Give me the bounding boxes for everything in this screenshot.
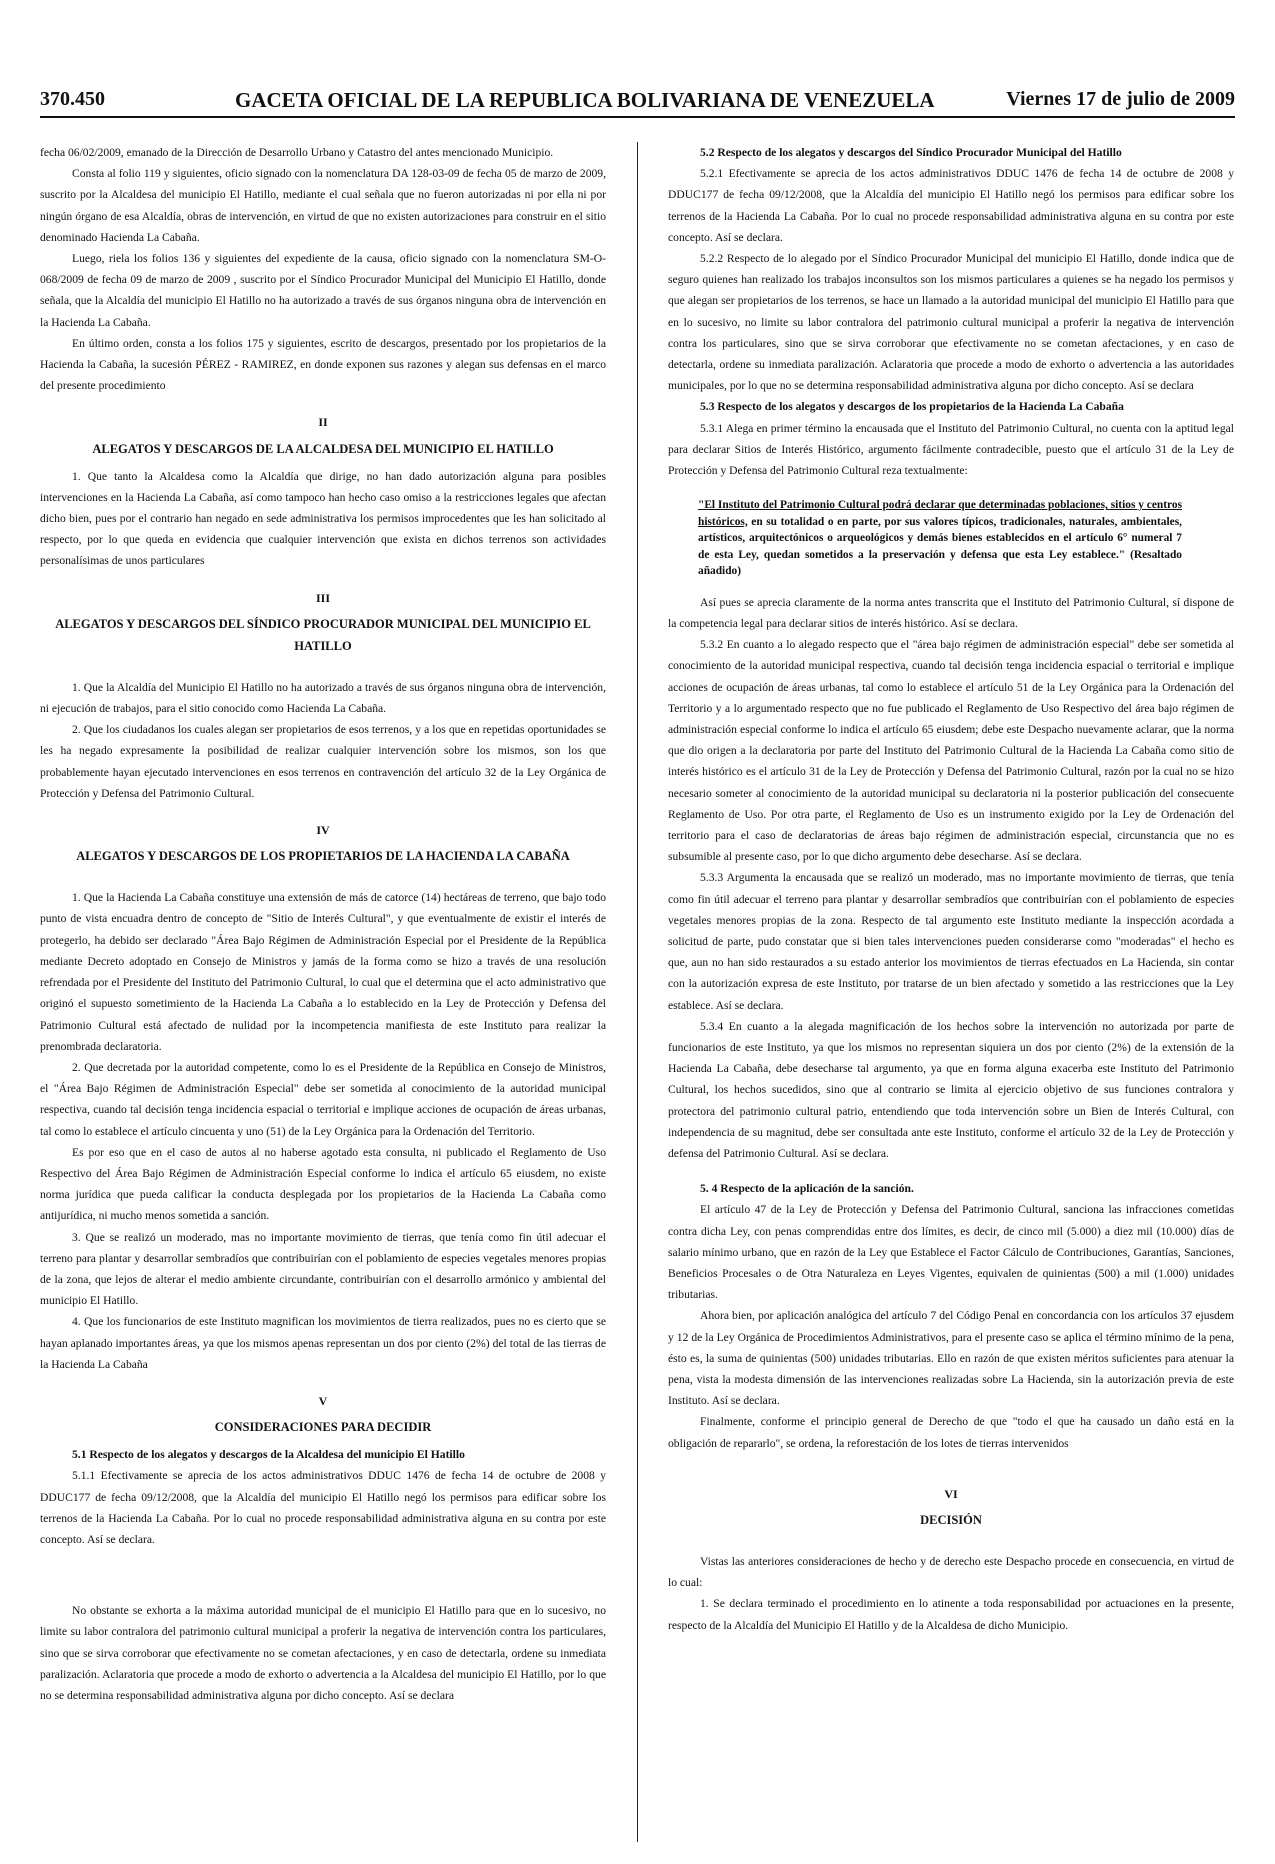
paragraph: Ahora bien, por aplicación analógica del artículo 7 del Código Penal en concordancia con los artículos 37 ejusdem y 12 de la Ley Orgánica de Procedimientos Administrativos, para el presente caso se aplica el término mínimo de la pena, ésto es, la suma de quinientas (500) unidades tributarias. Ello en razón de que existen méritos suficientes para atenuar la pena, vista la modesta dimensión de las intervenciones realizadas sobre La Hacienda, sin la autorización previa de este Instituto. Así se declara. xyxy=(668,1309,1234,1408)
paragraph: 5.2.1 Efectivamente se aprecia de los actos administrativos DDUC 1476 de fecha 14 de octubre de 2008 y DDUC177 de fecha 09/12/2008, que la Alcaldía del municipio El Hatillo negó los permisos para edificar sobre los terrenos de la Hacienda La Cabaña. Por lo cual no procede responsabilidad administrativa alguna en su contra por este concepto. Así se declara. xyxy=(668,167,1234,244)
legal-quote xyxy=(698,497,1182,580)
paragraph: 3. Que se realizó un moderado, mas no importante movimiento de tierras, que tenía como fin útil adecuar el terreno para plantar y desarrollar sembradíos que contribuirían con el poblamiento de especies vegetales menores propias de la zona, que lejos de alterar el medio ambiente circundante, contribuirían con el desarrollo armónico y ambiental del municipio El Hatillo. xyxy=(40,1230,606,1308)
paragraph: 2. Que decretada por la autoridad competente, como lo es el Presidente de la República en Consejo de Ministros, el "Área Bajo Régimen de Administración Especial" debe ser sometida al conocimiento de la autoridad municipal respectiva, cuando tal decisión tenga incidencia espacial o territorial e implique acciones de ocupación de áreas urbanas, tal como lo establece el artículo cincuenta y uno (51) de la Ley Orgánica para la Ordenación del Territorio. xyxy=(40,1060,606,1138)
page-number: 370.450 xyxy=(40,88,105,110)
paragraph: Luego, riela los folios 136 y siguientes del expediente de la causa, oficio signado con la nomenclatura SM-O-068/2009 de fecha 09 de marzo de 2009 , suscrito por el Síndico Procurador Municipal del Municipio El Hatillo, donde señala, que la Alcaldía del municipio El Hatillo no ha autorizado a través de sus órganos ninguna obra de intervención en la Hacienda La Cabaña. xyxy=(40,252,606,329)
gazette-title: GACETA OFICIAL DE LA REPUBLICA BOLIVARIANA DE VENEZUELA xyxy=(235,88,935,112)
left-column xyxy=(40,142,606,1706)
header-rule xyxy=(40,116,1235,118)
section-title: DECISIÓN xyxy=(920,1513,982,1528)
paragraph: No obstante se exhorta a la máxima autoridad municipal de el municipio El Hatillo para que en lo sucesivo, no limite su labor contralora del patrimonio cultural municipal a proferir la negativa de intervención contra los particulares, sino que se sirva corroborar que efectivamente no se cometan afectaciones, y en caso de detectarla, ordene su inmediata paralización. Aclaratoria que procede a modo de exhorto o advertencia a la Alcaldesa del municipio El Hatillo, por lo que no se determina responsabilidad administrativa alguna por dicho concepto. Así se declara xyxy=(40,1604,606,1702)
paragraph: 4. Que los funcionarios de este Instituto magnifican los movimientos de tierra realizados, pues no es cierto que se hayan aplanado importantes áreas, ya que los mismos apenas representan un dos por ciento (2%) del total de las tierras de la Hacienda La Cabaña xyxy=(40,1315,606,1371)
paragraph: En último orden, consta a los folios 175 y siguientes, escrito de descargos, presentado por los propietarios de la Hacienda la Cabaña, la sucesión PÉREZ - RAMIREZ, en donde exponen sus razones y alegan sus defensas en el marco del presente procedimiento xyxy=(40,336,606,393)
paragraph: Finalmente, conforme el principio general de Derecho de que "todo el que ha causado un daño está en la obligación de repararlo", se ordena, la reforestación de los lotes de tierras intervenidos xyxy=(668,1415,1234,1450)
paragraph: 1. Se declara terminado el procedimiento en lo atinente a toda responsabilidad por actuaciones en la presente, respecto de la Alcaldía del Municipio El Hatillo y de la Alcaldesa de dicho Municipio. xyxy=(668,1597,1234,1632)
column-divider xyxy=(637,142,638,1842)
subsection-heading: 5.3 Respecto de los alegatos y descargos de los propietarios de la Hacienda La Cabaña xyxy=(700,400,1124,414)
page-header xyxy=(40,88,1235,118)
paragraph: Es por eso que en el caso de autos al no haberse agotado esta consulta, ni publicado el Reglamento de Uso Respectivo del Área Bajo Régimen de Administración Especial conforme lo indica el artículo 65 eiusdem, no existe norma jurídica que pueda calificar la conducta desplegada por los propietarios de la Hacienda La Cabaña como antijurídica, ni mucho menos sometida a sanción. xyxy=(40,1145,606,1223)
paragraph: Así pues se aprecia claramente de la norma antes transcrita que el Instituto del Patrimonio Cultural, sí dispone de la competencia legal para declarar sitios de interés histórico. Así se declara. xyxy=(668,595,1234,630)
publication-date: Viernes 17 de julio de 2009 xyxy=(1006,88,1235,110)
paragraph: 5.3.1 Alega en primer término la encausada que el Instituto del Patrimonio Cultural, no cuenta con la aptitud legal para declarar Sitios de Interés Histórico, argumento fácilmente contradecible, puesto que el artículo 31 de la Ley de Protección y Defensa del Patrimonio Cultural reza textualmente: xyxy=(668,421,1234,478)
paragraph: fecha 06/02/2009, emanado de la Dirección de Desarrollo Urbano y Catastro del antes mencionado Municipio. xyxy=(40,146,554,159)
right-column xyxy=(668,142,1234,1636)
section-title: ALEGATOS Y DESCARGOS DEL SÍNDICO PROCURADOR MUNICIPAL DEL MUNICIPIO EL HATILLO xyxy=(55,616,591,653)
paragraph: 5.1.1 Efectivamente se aprecia de los actos administrativos DDUC 1476 de fecha 14 de octubre de 2008 y DDUC177 de fecha 09/12/2008, que la Alcaldía del municipio El Hatillo negó los permisos para edificar sobre los terrenos de la Hacienda La Cabaña. Por lo cual no procede responsabilidad administrativa alguna en su contra por este concepto. Así se declara. xyxy=(40,1469,606,1546)
section-title: ALEGATOS Y DESCARGOS DE LA ALCALDESA DEL MUNICIPIO EL HATILLO xyxy=(92,441,554,456)
section-number: VI xyxy=(944,1486,958,1501)
section-title: CONSIDERACIONES PARA DECIDIR xyxy=(214,1420,432,1435)
section-title: ALEGATOS Y DESCARGOS DE LOS PROPIETARIOS DE LA HACIENDA LA CABAÑA xyxy=(76,849,570,864)
paragraph: 2. Que los ciudadanos los cuales alegan ser propietarios de esos terrenos, y a los que en repetidas oportunidades se les ha negado expresamente la posibilidad de realizar cualquier intervención sobre los mismos, son los que probablemente hayan ejecutado intervenciones en esos terrenos en contravención del artículo 32 de la Ley Orgánica de Protección y Defensa del Patrimonio Cultural. xyxy=(40,723,606,800)
paragraph: 5.3.4 En cuanto a la alegada magnificación de los hechos sobre la intervención no autorizada por parte de funcionarios de este Instituto, ya que los mismos no representan siquiera un dos por ciento (2%) de la extensión de la Hacienda La Cabaña, debe desecharse tal argumento, ya que en forma alguna exacerba este Instituto del Patrimonio Cultural, los hechos sucedidos, sino que al contrario se limita al ejercicio objetivo de sus funciones contralora y protectora del patrimonio cultural patrio, entendiendo que toda intervención sobre un Bien de Interés Cultural, con independencia de su magnitud, debe ser consultada ante este Instituto, conforme el artículo 32 de la Ley de Protección y defensa del Patrimonio Cultural. Así se declara. xyxy=(668,1019,1234,1161)
paragraph: 1. Que tanto la Alcaldesa como la Alcaldía que dirige, no han dado autorización alguna para posibles intervenciones en la Hacienda La Cabaña, así como tampoco han hecho caso omiso a la restricciones legales que afectan dicho bien, pues por el contrario han negado en sede administrativa los permisos improcedentes que les han solicitado al respecto, por lo que queda en evidencia que cualquier intervención que exista en dichos terrenos son actividades personalísimas de unos particulares xyxy=(40,469,606,568)
quote-underlined-text: "El Instituto del Patrimonio Cultural podrá declarar que determinadas poblaciones, sitios y centros históricos, xyxy=(698,499,1183,528)
paragraph: 1. Que la Hacienda La Cabaña constituye una extensión de más de catorce (14) hectáreas de terreno, que bajo todo punto de vista encuadra dentro de concepto de "Sitio de Interés Cultural", y que eventualmente de existir el interés de protegerlo, ha debido ser declarado "Área Bajo Régimen de Administración Especial por el Presidente de la República mediante Decreto adoptado en Consejo de Ministros y jamás de la forma como se hizo a través de una resolución refrendada por el Presidente del Instituto del Patrimonio Cultural, lo cual que el determina que el acto administrativo que originó el supuesto sometimiento de la Hacienda La Cabaña a lo establecido en la Ley de Protección y Defensa del Patrimonio Cultural está afectado de nulidad por la incompetencia manifiesta de este Instituto para realizar la prenombrada declaratoria. xyxy=(40,891,606,1053)
paragraph: El artículo 47 de la Ley de Protección y Defensa del Patrimonio Cultural, sanciona las infracciones cometidas contra dicha Ley, con penas comprendidas entre dos límites, es decir, de cinco mil (5.000) a diez mil (10.000) días de salario mínimo urbano, que en razón de la Ley que Establece el Factor Cálculo de Contribuciones, Garantías, Sanciones, Beneficios Procesales o de Otra Naturaleza en Leyes Vigentes, equivalen de quinientas (500) a mil (1.000) unidades tributarias. xyxy=(668,1203,1234,1302)
paragraph: 5.3.3 Argumenta la encausada que se realizó un moderado, mas no importante movimiento de tierras, que tenía como fin útil adecuar el terreno para plantar y desarrollar sembradíos que contribuirían con el poblamiento de especies vegetales menores propias de la zona. Respecto de tal argumento este Instituto mediante la inspección acordada a solicitud de parte, pudo constatar que si bien tales intervenciones pueden considerarse como "moderadas" el hecho es que, aun no han sido restaurados a su estado anterior los movimientos de tierras efectuados en La Hacienda, sin contar con la autorización expresa de este Instituto, por tratarse de un bien afectado y sometido a las restricciones que la Ley establece. Así se declara. xyxy=(668,871,1234,1012)
paragraph: 5.2.2 Respecto de lo alegado por el Síndico Procurador Municipal del municipio El Hatillo, donde indica que de seguro quienes han realizado los trabajos inconsultos son los mismos particulares a quienes se ha negado los permisos y que alegan ser propietarios de los terrenos, se hace un llamado a la autoridad municipal del municipio El Hatillo para que en lo sucesivo, no limite su labor contralora del patrimonio cultural municipal a proferir la negativa de intervención contra los particulares, sino que se sirva corroborar que efectivamente no se cometan afectaciones, y en caso de detectarla, ordene su inmediata paralización. Aclaratoria que procede a modo de exhorto o advertencia a las autoridades municipales, por lo que no se determina responsabilidad administrativa alguna por dicho concepto. Así se declara xyxy=(668,252,1234,393)
section-number: II xyxy=(318,415,328,430)
paragraph: 1. Que la Alcaldía del Municipio El Hatillo no ha autorizado a través de sus órganos ninguna obra de intervención, ni ejecución de trabajos, para el sitio conocido como Hacienda La Cabaña. xyxy=(40,680,606,716)
quote-text: en su totalidad o en parte, por sus valores típicos, tradicionales, naturales, ambientales, artísticos, arquitectónicos o arqueológicos y demás bienes establecidos en el artículo 6° numeral 7 de esta Ley, quedan sometidos a la preservación y defensa que esta Ley establece." (Resaltado añadido) xyxy=(698,515,1182,578)
paragraph: Vistas las anteriores consideraciones de hecho y de derecho este Despacho procede en consecuencia, en virtud de lo cual: xyxy=(668,1555,1234,1590)
paragraph: 5.3.2 En cuanto a lo alegado respecto que el "área bajo régimen de administración especial" debe ser sometida al conocimiento de la autoridad municipal respectiva, cuando tal decisión tenga incidencia espacial o territorial e implique acciones de ocupación de áreas urbanas, tal como lo establece el artículo 51 de la Ley Orgánica para la Ordenación del Territorio y a lo argumentado respecto que no fue publicado el Reglamento de Uso Respectivo del área bajo régimen de administración especial conforme lo indica el artículo 65 eiusdem; debe este Despacho nuevamente aclarar, que la norma que dio origen a la declaratoria por parte del Instituto del Patrimonio Cultural de la Hacienda La Cabaña como sitio de interés histórico es el artículo 31 de la Ley de Protección y Defensa del Patrimonio Cultural, razón por la cual no se hizo necesario someter al conocimiento de la autoridad municipal su declaratoria ni la posterior publicación del consecuente Reglamento de Uso. Por otra parte, el Reglamento de Uso es un instrumento exigido por la Ley de Ordenación del territorio para el caso de declaratorias de áreas bajo régimen de administración especial, circunstancia que no es subsumible al presente caso, por lo que dicho argumento debe desecharse. Así se declara. xyxy=(668,638,1234,864)
section-number: III xyxy=(315,590,330,605)
subsection-heading: 5. 4 Respecto de la aplicación de la sanción. xyxy=(700,1182,914,1196)
paragraph: Consta al folio 119 y siguientes, oficio signado con la nomenclatura DA 128-03-09 de fecha 05 de marzo de 2009, suscrito por la Alcaldesa del municipio El Hatillo, mediante el cual señala que no fueron autorizadas ni por ella ni por ningún órgano de esa Alcaldía, obras de intervención, en virtud de que no existen autorizaciones para construir en el sitio denominado Hacienda La Cabaña. xyxy=(40,167,606,244)
subsection-heading: 5.2 Respecto de los alegatos y descargos del Síndico Procurador Municipal del Hatillo xyxy=(700,146,1122,159)
subsection-heading: 5.1 Respecto de los alegatos y descargos de la Alcaldesa del municipio El Hatillo xyxy=(72,1448,465,1462)
section-number: V xyxy=(318,1393,328,1408)
section-number: IV xyxy=(316,823,330,838)
